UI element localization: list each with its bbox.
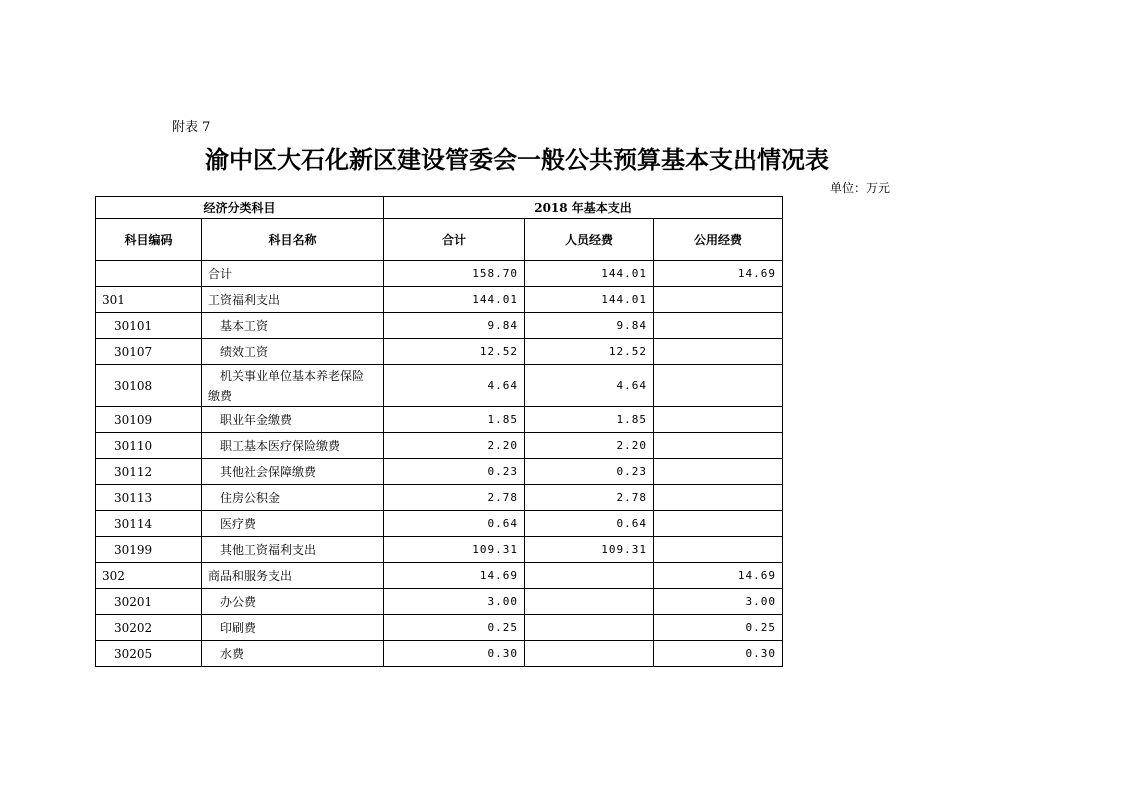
row-personnel: 0.64	[525, 511, 654, 537]
table-row	[96, 563, 783, 589]
row-personnel: 4.64	[525, 365, 654, 407]
row-code: 30109	[96, 407, 202, 433]
page-title-text: 渝中区大石化新区建设管委会一般公共预算基本支出情况表	[205, 145, 829, 174]
row-name: 职业年金缴费	[202, 407, 384, 433]
row-personnel: 109.31	[525, 537, 654, 563]
row-total: 0.64	[384, 511, 525, 537]
row-code	[96, 261, 202, 287]
row-code: 301	[96, 287, 202, 313]
header-basic-expenditure: 2018 年基本支出	[384, 197, 783, 219]
row-name	[202, 365, 384, 407]
row-personnel	[525, 615, 654, 641]
row-public	[654, 537, 783, 563]
row-personnel: 1.85	[525, 407, 654, 433]
row-personnel: 12.52	[525, 339, 654, 365]
row-name: 基本工资	[202, 313, 384, 339]
row-public	[654, 459, 783, 485]
row-public	[654, 313, 783, 339]
row-code: 30107	[96, 339, 202, 365]
table-row	[96, 459, 783, 485]
row-public	[654, 339, 783, 365]
row-personnel: 144.01	[525, 261, 654, 287]
row-code: 30108	[96, 365, 202, 407]
table-row	[96, 407, 783, 433]
header-name: 科目名称	[202, 219, 384, 261]
row-public	[654, 365, 783, 407]
row-code: 30199	[96, 537, 202, 563]
row-public	[654, 287, 783, 313]
row-name-line2: 缴费	[208, 388, 233, 403]
page-title	[0, 140, 1122, 175]
header-personnel: 人员经费	[525, 219, 654, 261]
row-public	[654, 511, 783, 537]
row-name: 职工基本医疗保险缴费	[202, 433, 384, 459]
table-row	[96, 589, 783, 615]
table-row	[96, 615, 783, 641]
row-personnel: 0.23	[525, 459, 654, 485]
table-row	[96, 641, 783, 667]
table-row	[96, 339, 783, 365]
row-total: 4.64	[384, 365, 525, 407]
row-total: 158.70	[384, 261, 525, 287]
row-name: 办公费	[202, 589, 384, 615]
row-total: 14.69	[384, 563, 525, 589]
row-public: 0.25	[654, 615, 783, 641]
table-row	[96, 511, 783, 537]
row-total: 3.00	[384, 589, 525, 615]
table-row	[96, 365, 783, 407]
row-code: 30110	[96, 433, 202, 459]
row-total: 0.25	[384, 615, 525, 641]
row-total: 144.01	[384, 287, 525, 313]
row-total: 2.20	[384, 433, 525, 459]
row-personnel	[525, 563, 654, 589]
row-personnel: 2.78	[525, 485, 654, 511]
row-code: 30112	[96, 459, 202, 485]
appendix-label: 附表 7	[172, 120, 211, 135]
budget-table	[95, 196, 783, 667]
row-name: 住房公积金	[202, 485, 384, 511]
row-name: 其他工资福利支出	[202, 537, 384, 563]
row-total: 109.31	[384, 537, 525, 563]
row-public	[654, 433, 783, 459]
header-column-row	[96, 219, 783, 261]
row-public	[654, 407, 783, 433]
row-public: 0.30	[654, 641, 783, 667]
table-row	[96, 313, 783, 339]
row-code: 30205	[96, 641, 202, 667]
table-row	[96, 433, 783, 459]
table-row	[96, 537, 783, 563]
row-public: 3.00	[654, 589, 783, 615]
row-public: 14.69	[654, 261, 783, 287]
row-public	[654, 485, 783, 511]
row-total: 9.84	[384, 313, 525, 339]
row-code: 302	[96, 563, 202, 589]
row-code: 30101	[96, 313, 202, 339]
table-row	[96, 287, 783, 313]
header-public: 公用经费	[654, 219, 783, 261]
row-personnel	[525, 589, 654, 615]
header-economic-category: 经济分类科目	[96, 197, 384, 219]
row-code: 30202	[96, 615, 202, 641]
row-total: 2.78	[384, 485, 525, 511]
row-name-line1: 机关事业单位基本养老保险	[220, 368, 365, 383]
row-public: 14.69	[654, 563, 783, 589]
header-group-row	[96, 197, 783, 219]
row-name: 绩效工资	[202, 339, 384, 365]
row-code: 30114	[96, 511, 202, 537]
header-code: 科目编码	[96, 219, 202, 261]
row-personnel: 9.84	[525, 313, 654, 339]
row-total: 1.85	[384, 407, 525, 433]
row-name: 其他社会保障缴费	[202, 459, 384, 485]
table-row	[96, 261, 783, 287]
row-name: 印刷费	[202, 615, 384, 641]
row-personnel: 144.01	[525, 287, 654, 313]
row-name: 合计	[202, 261, 384, 287]
row-personnel: 2.20	[525, 433, 654, 459]
header-total: 合计	[384, 219, 525, 261]
row-total: 0.30	[384, 641, 525, 667]
row-name: 水费	[202, 641, 384, 667]
row-total: 12.52	[384, 339, 525, 365]
table-row	[96, 485, 783, 511]
row-name: 医疗费	[202, 511, 384, 537]
row-total: 0.23	[384, 459, 525, 485]
row-personnel	[525, 641, 654, 667]
row-code: 30113	[96, 485, 202, 511]
row-name: 工资福利支出	[202, 287, 384, 313]
row-name: 商品和服务支出	[202, 563, 384, 589]
row-code: 30201	[96, 589, 202, 615]
unit-label: 单位：万元	[830, 181, 891, 195]
